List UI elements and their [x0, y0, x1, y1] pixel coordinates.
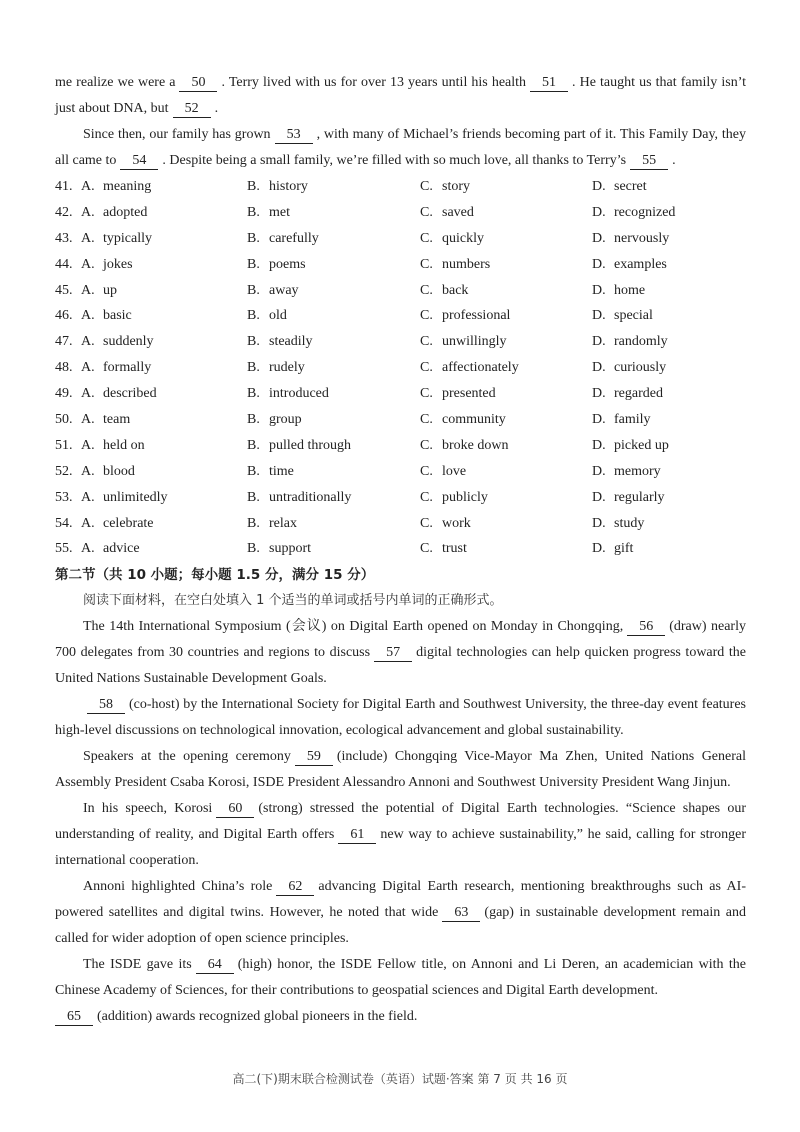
option-letter: A.	[81, 230, 95, 246]
option-text: love	[442, 463, 467, 479]
question-number: 55.	[55, 541, 73, 557]
text: .	[672, 153, 676, 168]
exam-page	[55, 70, 746, 1030]
option-row	[55, 536, 746, 562]
option-letter: B.	[247, 360, 260, 376]
option-text: jokes	[103, 256, 133, 272]
option-a	[81, 511, 247, 537]
option-text: affectionately	[442, 360, 519, 376]
option-text: steadily	[269, 334, 313, 350]
text: (include) Chongqing Vice-Mayor Ma Zhen, United Nations General Assembly President Csaba Korosi, ISDE President Alessandro Annoni and Southwest University President Wang Jinjun.	[55, 749, 746, 791]
passage2-paragraph-1	[55, 614, 746, 692]
blank-62: 62	[276, 879, 314, 896]
option-letter: A.	[81, 412, 95, 428]
question-number: 42.	[55, 204, 73, 220]
option-b	[247, 278, 420, 304]
option-a	[81, 536, 247, 562]
option-letter: A.	[81, 437, 95, 453]
option-row	[55, 329, 746, 355]
option-text: community	[442, 412, 506, 428]
option-a	[81, 433, 247, 459]
option-letter: D.	[592, 463, 606, 479]
question-number: 52.	[55, 463, 73, 479]
option-text: unwillingly	[442, 334, 507, 350]
option-letter: C.	[420, 230, 433, 246]
option-letter: B.	[247, 308, 260, 324]
option-text: unlimitedly	[103, 489, 168, 505]
blank-64: 64	[196, 957, 234, 974]
question-number: 47.	[55, 334, 73, 350]
option-text: presented	[442, 386, 496, 402]
option-c	[420, 329, 592, 355]
option-text: gift	[614, 541, 634, 557]
option-letter: C.	[420, 386, 433, 402]
option-row	[55, 511, 746, 537]
option-row	[55, 485, 746, 511]
option-d	[592, 200, 742, 226]
option-text: typically	[103, 230, 152, 246]
blank-55: 55	[630, 153, 668, 170]
option-letter: A.	[81, 282, 95, 298]
option-c	[420, 174, 592, 200]
option-letter: D.	[592, 308, 606, 324]
option-letter: C.	[420, 282, 433, 298]
text: (strong) stressed the potential of Digital Earth technologies. “Science shapes our understanding of reality, and Digital Earth offers	[55, 801, 746, 843]
option-letter: C.	[420, 412, 433, 428]
text: Since then, our family has grown	[83, 127, 271, 142]
text: (gap) in sustainable development remain and called for wider adoption of open science principles.	[55, 905, 746, 947]
option-text: secret	[614, 179, 647, 194]
text: . He taught us that family isn’t just about DNA, but	[55, 75, 746, 116]
blank-59: 59	[295, 749, 333, 766]
option-letter: B.	[247, 437, 260, 453]
option-text: advice	[103, 541, 140, 557]
option-letter: B.	[247, 515, 260, 531]
option-text: blood	[103, 463, 135, 479]
option-text: rudely	[269, 360, 305, 376]
option-text: quickly	[442, 230, 484, 246]
passage2-paragraph-5	[55, 874, 746, 952]
option-a	[81, 278, 247, 304]
option-d	[592, 252, 742, 278]
option-letter: D.	[592, 334, 606, 350]
text: .	[214, 101, 219, 116]
text: Speakers at the opening ceremony	[83, 749, 291, 765]
option-row	[55, 459, 746, 485]
option-letter: B.	[247, 334, 260, 350]
option-c	[420, 200, 592, 226]
option-d	[592, 381, 742, 407]
option-text: history	[269, 179, 308, 194]
option-letter: D.	[592, 282, 606, 298]
option-text: meaning	[103, 179, 152, 194]
question-number: 54.	[55, 515, 73, 531]
text: (addition) awards recognized global pioneers in the field.	[97, 1009, 418, 1025]
option-c	[420, 459, 592, 485]
option-row	[55, 200, 746, 226]
option-text: special	[614, 308, 653, 324]
option-text: suddenly	[103, 334, 154, 350]
option-d	[592, 459, 742, 485]
option-b	[247, 536, 420, 562]
text: , with many of Michael’s friends becoming part of it. This Family Day, they all came to	[55, 127, 746, 168]
option-d	[592, 226, 742, 252]
text: The ISDE gave its	[83, 957, 192, 973]
section-2-title: 第二节（共 10 小题；每小题 1.5 分，满分 15 分）	[55, 567, 375, 584]
text: . Despite being a small family, we’re filled with so much love, all thanks to Terry’s	[162, 153, 627, 168]
option-c	[420, 252, 592, 278]
text: The 14th International Symposium (会议) on Digital Earth opened on Monday in Chongqing,	[83, 619, 624, 635]
option-letter: A.	[81, 541, 95, 557]
option-text: professional	[442, 308, 511, 324]
option-letter: C.	[420, 308, 433, 324]
option-letter: A.	[81, 256, 95, 272]
option-a	[81, 459, 247, 485]
option-b	[247, 459, 420, 485]
text: . Terry lived with us for over 13 years until his health	[221, 75, 527, 90]
option-text: back	[442, 282, 469, 298]
option-row	[55, 174, 746, 200]
option-b	[247, 226, 420, 252]
text: (high) honor, the ISDE Fellow title, on Annoni and Li Deren, an academician with the Chinese Academy of Sciences, for their contributions to geospatial sciences and Digital Earth development.	[55, 957, 746, 999]
option-letter: C.	[420, 204, 433, 220]
page-footer: 高二(下)期末联合检测试卷（英语）试题·答案 第 7 页 共 16 页	[232, 1072, 568, 1086]
option-d	[592, 355, 742, 381]
option-letter: A.	[81, 179, 95, 194]
text: In his speech, Korosi	[83, 801, 213, 817]
passage2-paragraph-3	[55, 744, 746, 796]
option-letter: D.	[592, 541, 606, 557]
option-b	[247, 511, 420, 537]
option-c	[420, 355, 592, 381]
option-b	[247, 355, 420, 381]
option-letter: C.	[420, 463, 433, 479]
option-letter: D.	[592, 256, 606, 272]
option-letter: C.	[420, 360, 433, 376]
option-c	[420, 536, 592, 562]
option-d	[592, 303, 742, 329]
option-b	[247, 433, 420, 459]
option-letter: D.	[592, 360, 606, 376]
option-text: introduced	[269, 386, 329, 402]
option-a	[81, 303, 247, 329]
option-text: celebrate	[103, 515, 154, 531]
blank-61: 61	[338, 827, 376, 844]
option-letter: D.	[592, 204, 606, 220]
option-c	[420, 226, 592, 252]
option-c	[420, 303, 592, 329]
option-letter: C.	[420, 334, 433, 350]
option-text: nervously	[614, 230, 670, 246]
option-letter: A.	[81, 334, 95, 350]
question-number: 51.	[55, 437, 73, 453]
option-d	[592, 407, 742, 433]
option-d	[592, 329, 742, 355]
text: new way to achieve sustainability,” he said, calling for stronger international cooperation.	[55, 827, 746, 869]
option-row	[55, 433, 746, 459]
option-letter: B.	[247, 541, 260, 557]
passage2-paragraph-7	[55, 1004, 746, 1030]
option-letter: C.	[420, 515, 433, 531]
option-c	[420, 381, 592, 407]
option-text: support	[269, 541, 311, 557]
question-number: 45.	[55, 282, 73, 298]
option-c	[420, 278, 592, 304]
option-text: met	[269, 204, 290, 220]
question-number: 46.	[55, 308, 73, 324]
question-number: 41.	[55, 179, 73, 194]
option-letter: A.	[81, 515, 95, 531]
option-letter: B.	[247, 282, 260, 298]
option-d	[592, 511, 742, 537]
text: (co-host) by the International Society for Digital Earth and Southwest University, the three-day event features high-level discussions on technological innovation, ecological advancement and global sustainability.	[55, 697, 746, 739]
option-text: old	[269, 308, 287, 324]
option-letter: B.	[247, 386, 260, 402]
option-letter: B.	[247, 179, 260, 194]
option-row	[55, 303, 746, 329]
option-a	[81, 200, 247, 226]
passage1-paragraph-2	[55, 122, 746, 174]
option-text: curiously	[614, 360, 667, 376]
option-row	[55, 381, 746, 407]
option-d	[592, 278, 742, 304]
option-text: regularly	[614, 489, 665, 505]
option-text: publicly	[442, 489, 488, 505]
blank-52: 52	[173, 101, 211, 118]
question-number: 48.	[55, 360, 73, 376]
option-d	[592, 174, 742, 200]
option-text: examples	[614, 256, 667, 272]
option-letter: B.	[247, 256, 260, 272]
option-d	[592, 433, 742, 459]
option-d	[592, 485, 742, 511]
blank-65: 65	[55, 1009, 93, 1026]
option-b	[247, 407, 420, 433]
option-b	[247, 174, 420, 200]
option-b	[247, 200, 420, 226]
option-letter: D.	[592, 437, 606, 453]
option-text: team	[103, 412, 131, 428]
blank-54: 54	[120, 153, 158, 170]
option-letter: A.	[81, 360, 95, 376]
option-text: formally	[103, 360, 152, 376]
option-letter: B.	[247, 230, 260, 246]
option-text: randomly	[614, 334, 668, 350]
option-text: broke down	[442, 437, 509, 453]
option-text: regarded	[614, 386, 663, 402]
option-text: time	[269, 463, 294, 479]
option-letter: D.	[592, 386, 606, 402]
option-letter: B.	[247, 463, 260, 479]
option-c	[420, 485, 592, 511]
option-a	[81, 485, 247, 511]
blank-53: 53	[275, 127, 313, 144]
option-letter: C.	[420, 256, 433, 272]
blank-51: 51	[530, 75, 568, 92]
blank-60: 60	[216, 801, 254, 818]
option-text: group	[269, 412, 302, 428]
text: advancing Digital Earth research, mentioning breakthroughs such as AI-powered satellites and digital twins. However, he noted that wide	[55, 879, 746, 921]
option-letter: D.	[592, 179, 606, 194]
passage2-paragraph-4	[55, 796, 746, 874]
option-text: poems	[269, 256, 306, 272]
option-b	[247, 485, 420, 511]
option-letter: B.	[247, 412, 260, 428]
option-c	[420, 433, 592, 459]
option-a	[81, 252, 247, 278]
option-d	[592, 536, 742, 562]
passage2-paragraph-2	[55, 692, 746, 744]
option-letter: C.	[420, 179, 433, 194]
option-text: home	[614, 282, 646, 298]
option-text: basic	[103, 308, 132, 324]
option-a	[81, 329, 247, 355]
option-row	[55, 252, 746, 278]
option-text: work	[442, 515, 471, 531]
option-text: picked up	[614, 437, 669, 453]
question-number: 49.	[55, 386, 73, 402]
option-text: pulled through	[269, 437, 352, 453]
option-text: trust	[442, 541, 467, 557]
option-row	[55, 226, 746, 252]
option-letter: A.	[81, 463, 95, 479]
option-text: memory	[614, 463, 661, 479]
option-b	[247, 252, 420, 278]
option-letter: D.	[592, 515, 606, 531]
option-row	[55, 407, 746, 433]
option-a	[81, 174, 247, 200]
text: me realize we were a	[55, 75, 176, 90]
text: (draw) nearly 700 delegates from 30 countries and regions to discuss	[55, 619, 746, 661]
option-letter: D.	[592, 489, 606, 505]
option-row	[55, 278, 746, 304]
option-letter: A.	[81, 489, 95, 505]
option-letter: D.	[592, 412, 606, 428]
option-text: held on	[103, 437, 145, 453]
question-number: 50.	[55, 412, 73, 428]
question-number: 53.	[55, 489, 73, 505]
option-c	[420, 407, 592, 433]
option-text: untraditionally	[269, 489, 352, 505]
option-text: relax	[269, 515, 297, 531]
blank-58: 58	[87, 697, 125, 714]
option-text: described	[103, 386, 157, 402]
blank-56: 56	[627, 619, 665, 636]
options-table	[55, 174, 746, 562]
option-b	[247, 303, 420, 329]
option-letter: C.	[420, 541, 433, 557]
section-2-instruction: 阅读下面材料，在空白处填入 1 个适当的单词或括号内单词的正确形式。	[83, 593, 503, 609]
option-c	[420, 511, 592, 537]
option-letter: B.	[247, 204, 260, 220]
option-letter: C.	[420, 489, 433, 505]
option-row	[55, 355, 746, 381]
option-letter: C.	[420, 437, 433, 453]
option-text: numbers	[442, 256, 491, 272]
question-number: 43.	[55, 230, 73, 246]
passage2-paragraph-6	[55, 952, 746, 1004]
option-letter: D.	[592, 230, 606, 246]
option-text: recognized	[614, 204, 676, 220]
question-number: 44.	[55, 256, 73, 272]
option-letter: A.	[81, 386, 95, 402]
option-letter: A.	[81, 204, 95, 220]
blank-63: 63	[442, 905, 480, 922]
passage1-paragraph-tail	[55, 70, 746, 122]
option-text: adopted	[103, 204, 148, 220]
option-text: away	[269, 282, 299, 298]
option-b	[247, 329, 420, 355]
option-letter: B.	[247, 489, 260, 505]
option-a	[81, 226, 247, 252]
option-text: story	[442, 179, 470, 194]
option-a	[81, 407, 247, 433]
text: Annoni highlighted China’s role	[83, 879, 273, 895]
option-a	[81, 381, 247, 407]
blank-50: 50	[179, 75, 217, 92]
text: digital technologies can help quicken progress toward the United Nations Sustainable Development Goals.	[55, 645, 747, 687]
blank-57: 57	[374, 645, 412, 662]
option-text: study	[614, 515, 645, 531]
option-letter: A.	[81, 308, 95, 324]
option-text: up	[103, 282, 117, 298]
option-text: saved	[442, 204, 474, 220]
option-text: carefully	[269, 230, 319, 246]
option-b	[247, 381, 420, 407]
option-a	[81, 355, 247, 381]
option-text: family	[614, 412, 651, 428]
